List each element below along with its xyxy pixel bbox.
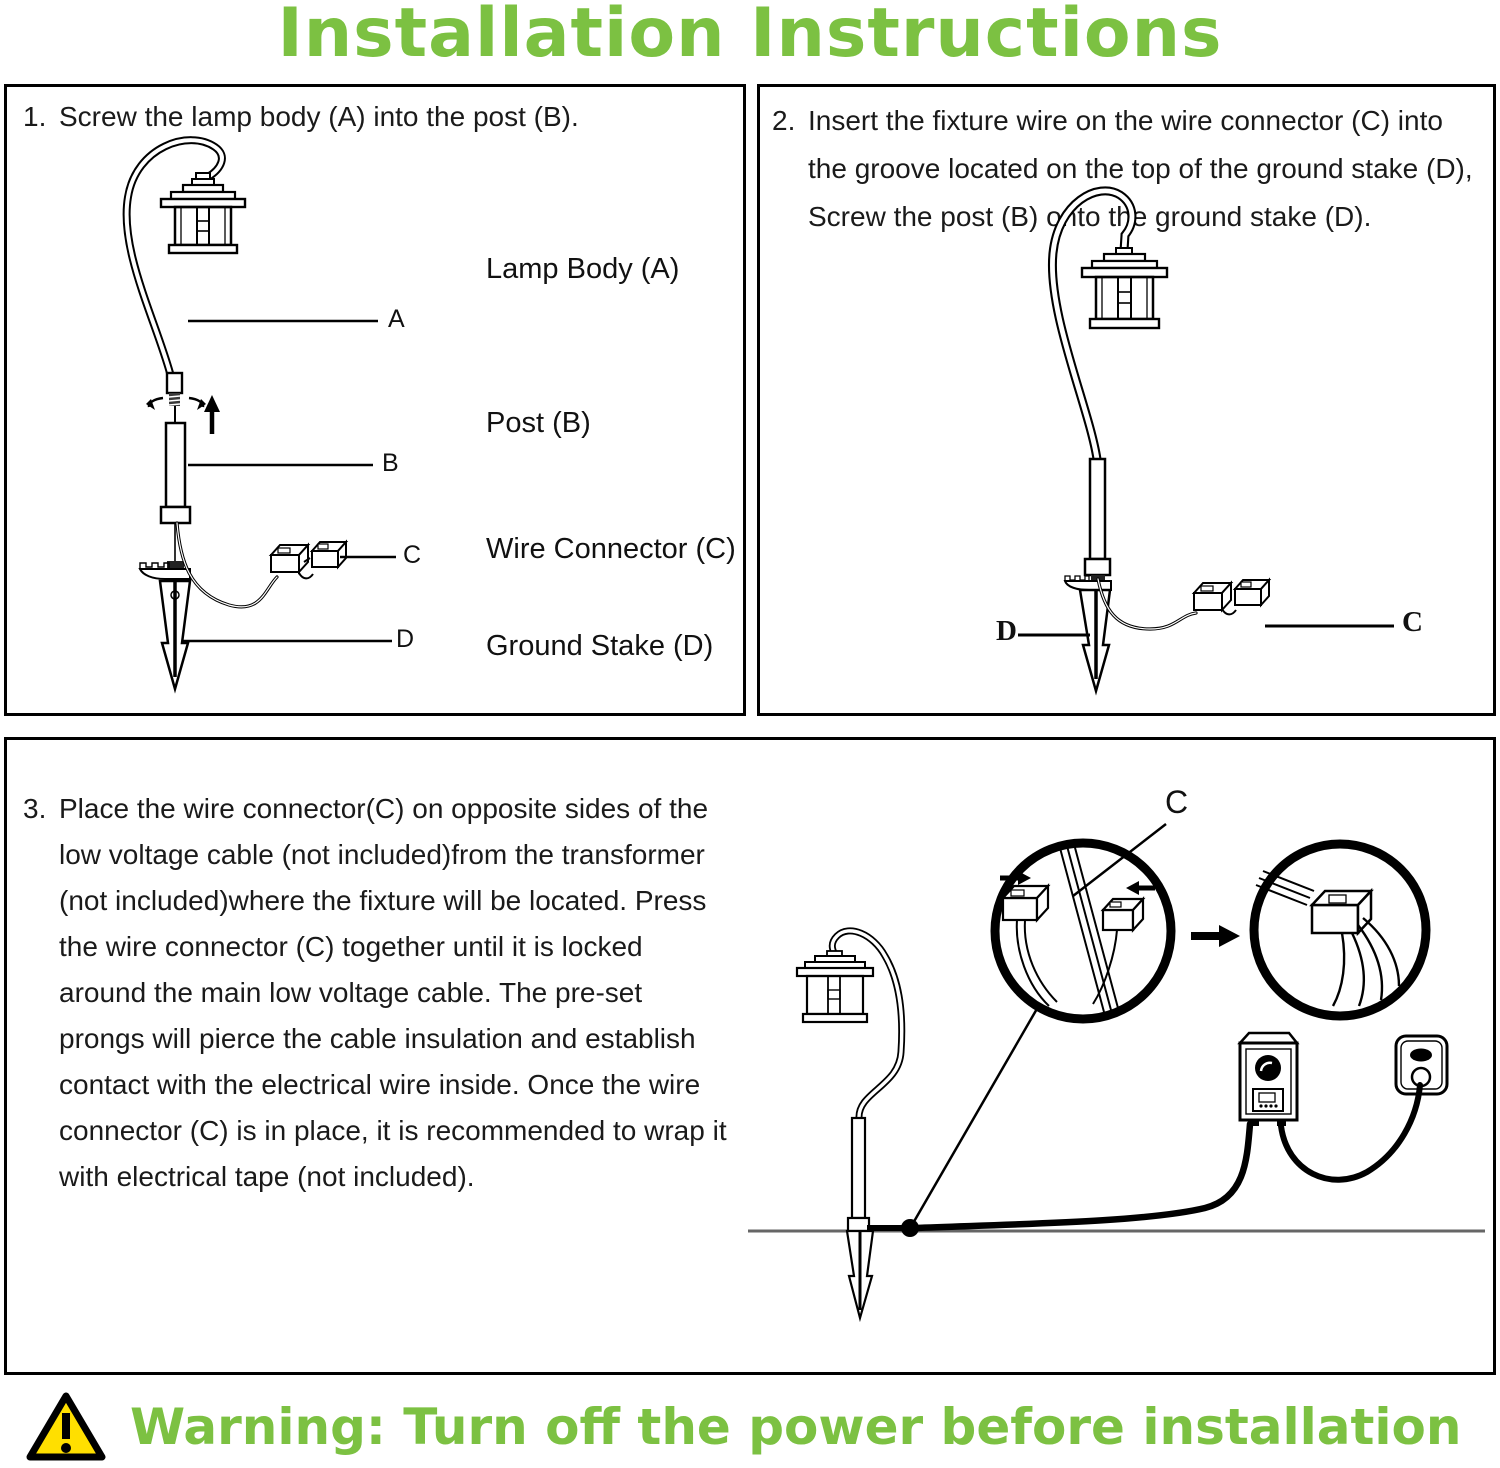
connector-closed-zoom <box>1254 844 1426 1016</box>
path-light <box>797 931 902 1318</box>
lantern <box>161 173 245 253</box>
part-label-lamp-body: Lamp Body (A) <box>486 253 680 285</box>
page-title: Installation Instructions <box>277 0 1223 73</box>
transformer <box>1240 1033 1297 1126</box>
assembled-lamp-diagram <box>760 87 1493 713</box>
step2-panel <box>757 84 1496 716</box>
post-collar <box>1085 559 1110 575</box>
callout-letter-c: C <box>1165 784 1189 820</box>
callout-letter-a: A <box>388 305 405 333</box>
ground-stake <box>1065 575 1111 691</box>
step1-panel <box>4 84 746 716</box>
warning-banner <box>24 1388 1484 1466</box>
step1-number: 1. <box>23 101 47 132</box>
power-cord <box>1281 1085 1420 1180</box>
step3-panel <box>4 737 1496 1375</box>
callout-letter-c: C <box>1402 606 1423 638</box>
wire-connector <box>271 542 346 572</box>
step2-text: Insert the fixture wire on the wire connector (C) into the groove located on the top of the ground stake (D), Screw the post (B) onto the ground stake (D). <box>808 105 1473 233</box>
arrow-right <box>1191 925 1240 947</box>
step3-number: 3. <box>23 793 47 824</box>
ground-stake <box>140 523 190 689</box>
warning-text: Warning: Turn off the power before installation <box>130 1398 1462 1456</box>
callout-letter-d: D <box>396 625 415 653</box>
leader-lines <box>183 321 396 641</box>
threaded-joint <box>146 373 206 423</box>
warning-triangle-icon <box>24 1391 108 1463</box>
callout-letter-c: C <box>403 541 422 569</box>
leader-lines <box>1018 626 1394 635</box>
wire-connector <box>1194 580 1269 610</box>
connector-open-zoom <box>995 843 1171 1019</box>
step3-text: Place the wire connector(C) on opposite sides of the low voltage cable (not included)from the transformer (not included)where the fixture will be located. Press the wire connector (C) together until it is locked around the main low voltage cable. The pre-set prongs will pierce the cable insulation and establish contact with the electrical wire inside. Once the wire connector (C) is in place, it is recommended to wrap it with electrical tape (not included). <box>59 793 727 1192</box>
post-collar <box>161 507 190 523</box>
exploded-lamp-diagram <box>7 87 743 713</box>
callout-letter-d: D <box>996 615 1017 647</box>
dot-leader-line <box>912 1007 1038 1225</box>
step2-number: 2. <box>772 105 796 136</box>
part-label-wire-connector: Wire Connector (C) <box>486 533 736 565</box>
wiring-diagram <box>7 740 1493 1372</box>
callout-letter-b: B <box>382 449 399 477</box>
post <box>1090 459 1105 559</box>
step1-text: Screw the lamp body (A) into the post (B). <box>59 101 579 132</box>
part-label-post: Post (B) <box>486 407 591 439</box>
low-voltage-cable <box>915 1124 1250 1228</box>
post <box>166 423 185 507</box>
part-label-ground-stake: Ground Stake (D) <box>486 630 714 662</box>
lantern <box>1082 248 1167 328</box>
up-arrow <box>204 395 220 434</box>
